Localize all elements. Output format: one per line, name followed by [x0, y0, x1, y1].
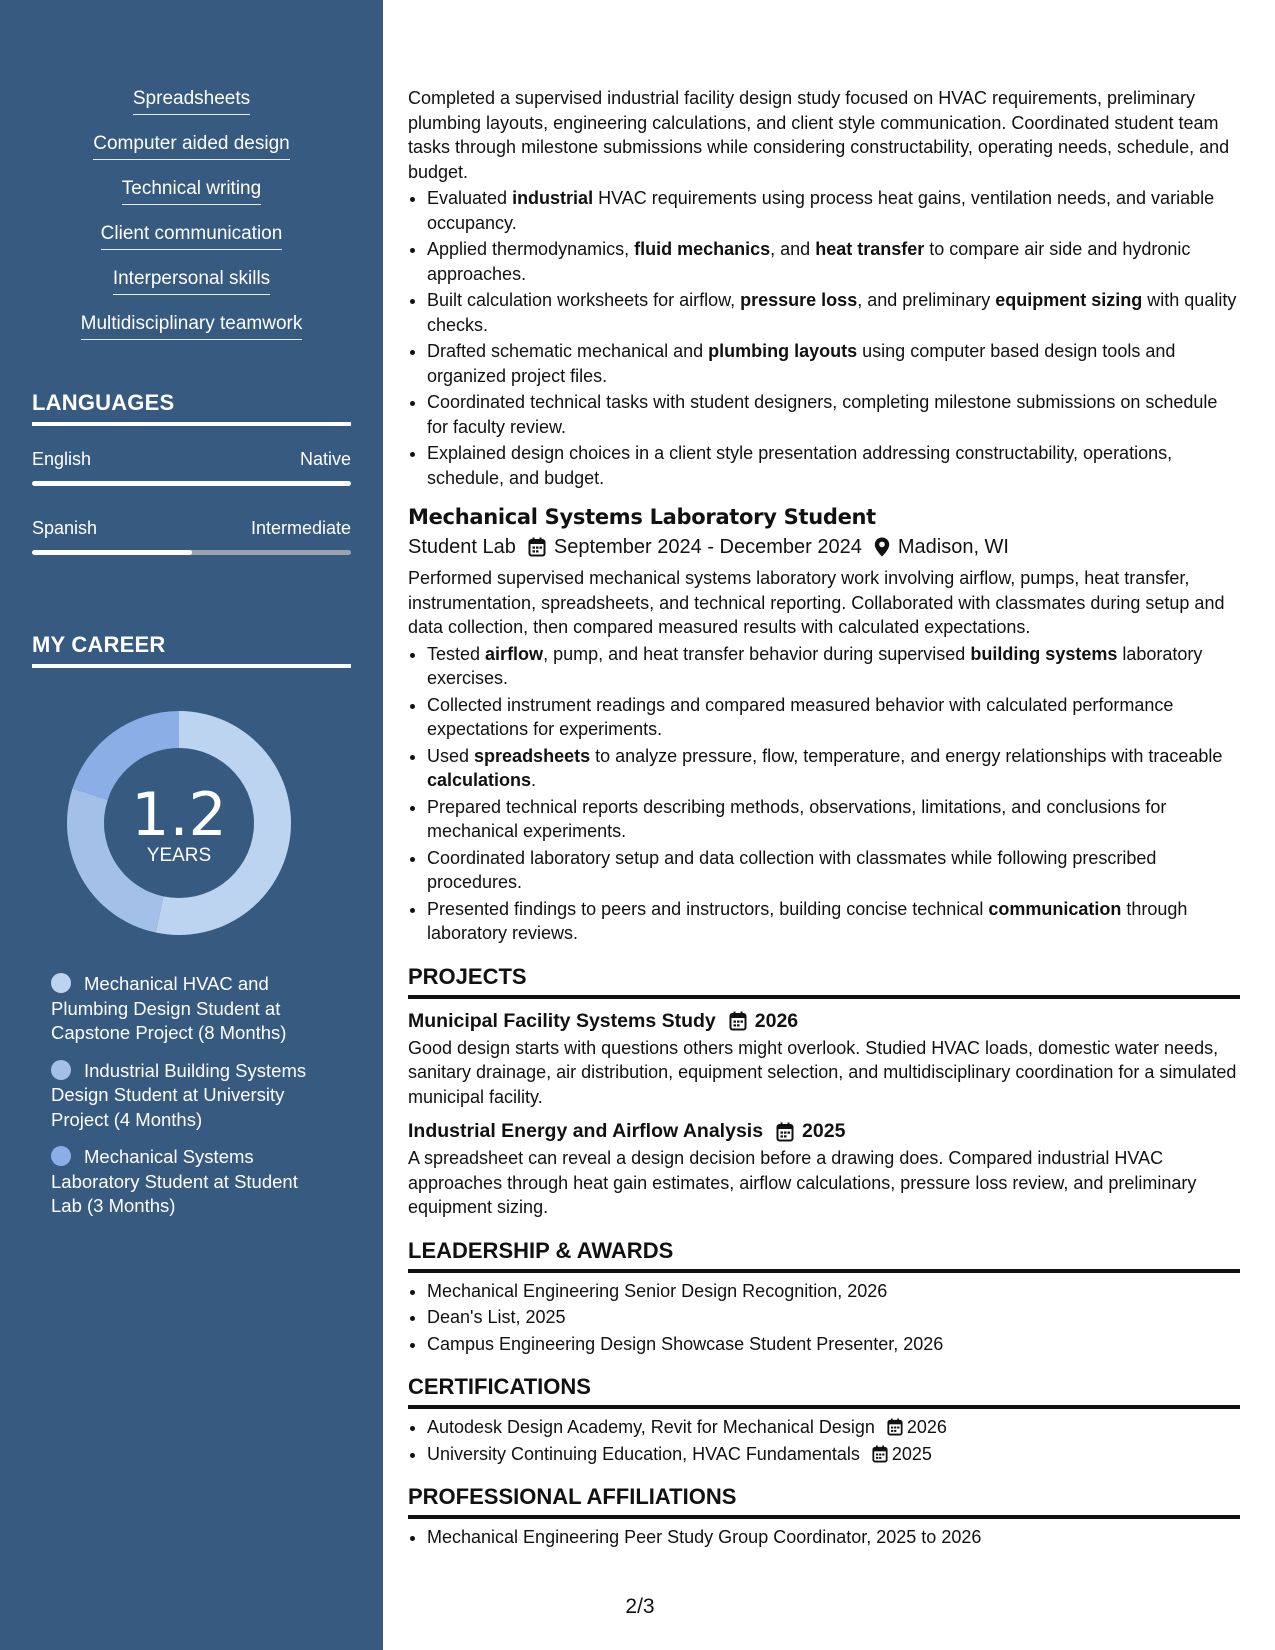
- page-number: 2/3: [625, 1595, 655, 1618]
- career-unit: YEARS: [146, 845, 212, 866]
- job-dates: September 2024 - December 2024: [553, 536, 862, 558]
- calendar-icon: [887, 1418, 903, 1436]
- affiliations-heading: PROFESSIONAL AFFILIATIONS: [408, 1483, 1240, 1519]
- project-title: Industrial Energy and Airflow Analysis: [408, 1120, 764, 1142]
- project-description: Good design starts with questions others might overlook. Studied HVAC loads, domestic water needs, sanitary drainage, air distribution, equipment selection, and multidisciplinary coordination for a simulated municipal facility.: [408, 1037, 1237, 1107]
- skills-list: [0, 86, 383, 356]
- career-legend-dot: [51, 1146, 71, 1166]
- project-item: [408, 1007, 1240, 1110]
- career-heading: MY CAREER: [32, 632, 351, 668]
- calendar-icon: [872, 1445, 888, 1463]
- leadership-item: • Campus Engineering Design Showcase Student Presenter, 2026: [427, 1332, 1240, 1357]
- skill-item: Technical writing: [0, 176, 383, 221]
- job-company: Student Lab: [408, 536, 516, 558]
- language-name: Spanish: [32, 518, 98, 538]
- bullet-item: • Collected instrument readings and compared measured behavior with calculated performance expectations for experiments.: [427, 693, 1240, 742]
- skill-item: Client communication: [0, 221, 383, 266]
- language-proficiency-bar: [32, 481, 351, 486]
- affiliation-item: • Mechanical Engineering Peer Study Group Coordinator, 2025 to 2026: [427, 1525, 1240, 1550]
- calendar-icon: [776, 1122, 794, 1142]
- bullet-item: • Applied thermodynamics, fluid mechanics, and heat transfer to compare air side and hydronic approaches.: [427, 237, 1240, 286]
- bullet-item: • Coordinated technical tasks with student designers, completing milestone submissions on schedule for faculty review.: [427, 390, 1240, 439]
- certifications-list: [427, 1415, 1240, 1466]
- affiliations-list: [427, 1525, 1240, 1550]
- language-item: [32, 449, 351, 486]
- certification-name: • Autodesk Design Academy, Revit for Mechanical Design: [427, 1417, 875, 1437]
- job-title: Mechanical Systems Laboratory Student: [408, 505, 876, 529]
- leadership-list: [427, 1279, 1240, 1357]
- career-item: Industrial Building Systems Design Student at University Project (4 Months): [51, 1059, 307, 1130]
- career-item: Mechanical HVAC and Plumbing Design Student at Capstone Project (8 Months): [51, 973, 287, 1043]
- job-summary: Performed supervised mechanical systems laboratory work involving airflow, pumps, heat transfer, instrumentation, spreadsheets, and technical reporting. Collaborated with classmates during setup and data collection, then compared measured results with calculated expectations.: [408, 568, 1225, 637]
- career-item: Mechanical Systems Laboratory Student at Student Lab (3 Months): [51, 1146, 298, 1216]
- certification-name: • University Continuing Education, HVAC Fundamentals: [427, 1443, 860, 1464]
- certification-item: [427, 1442, 1240, 1467]
- bullet-item: • Presented findings to peers and instructors, building concise technical communication through laboratory reviews.: [427, 897, 1240, 946]
- project-year: 2026: [754, 1009, 799, 1032]
- location-pin-icon: [874, 537, 890, 557]
- career-list: [51, 972, 331, 1232]
- language-item: [32, 518, 351, 555]
- job-location: Madison, WI: [897, 536, 1009, 558]
- job-bullets: [427, 642, 1240, 946]
- leadership-heading: LEADERSHIP & AWARDS: [408, 1237, 1240, 1273]
- certification-item: [427, 1415, 1240, 1440]
- sidebar: [0, 0, 383, 1650]
- leadership-item: • Dean's List, 2025: [427, 1305, 1240, 1330]
- bullet-item: • Explained design choices in a client style presentation addressing constructability, operations, schedule, and budget.: [427, 441, 1240, 490]
- certification-year: 2025: [891, 1443, 932, 1464]
- skill-item: Computer aided design: [0, 131, 383, 176]
- bullet-item: • Built calculation worksheets for airflow, pressure loss, and preliminary equipment sizing with quality checks.: [427, 288, 1240, 337]
- bullet-item: • Drafted schematic mechanical and plumbing layouts using computer based design tools and organized project files.: [427, 339, 1240, 388]
- language-proficiency-fill: [32, 481, 351, 486]
- career-total: 1.2: [131, 780, 227, 850]
- job-meta: [408, 532, 1240, 562]
- calendar-icon: [729, 1011, 747, 1031]
- language-proficiency-bar: [32, 550, 351, 555]
- skill-item: Multidisciplinary teamwork: [0, 311, 383, 356]
- main-content: [408, 86, 1240, 1552]
- language-proficiency-fill: [32, 550, 192, 555]
- calendar-icon: [528, 537, 546, 557]
- project-year: 2025: [802, 1120, 846, 1142]
- certifications-heading: CERTIFICATIONS: [408, 1373, 1240, 1409]
- career-legend-dot: [51, 1060, 71, 1080]
- languages-heading: LANGUAGES: [32, 390, 351, 426]
- language-name: English: [32, 449, 92, 469]
- bullet-item: • Evaluated industrial HVAC requirements using process heat gains, ventilation needs, and variable occupancy.: [427, 186, 1240, 235]
- project-item: [408, 1117, 1240, 1220]
- bullet-item: • Coordinated laboratory setup and data collection with classmates while following prescribed procedures.: [427, 846, 1240, 895]
- skill-item: Spreadsheets: [0, 86, 383, 131]
- project-title: Municipal Facility Systems Study: [408, 1009, 716, 1032]
- project-description: A spreadsheet can reveal a design decision before a drawing does. Compared industrial HVAC approaches through heat gain estimates, airflow calculations, pressure loss review, and preliminary equipment sizing.: [408, 1148, 1197, 1217]
- career-legend-dot: [51, 973, 71, 993]
- projects-heading: PROJECTS: [408, 963, 1240, 999]
- skill-item: Interpersonal skills: [0, 266, 383, 311]
- intro-paragraph: Completed a supervised industrial facility design study focused on HVAC requirements, preliminary plumbing layouts, engineering calculations, and client style communication. Coordinated student team tasks through milestone submissions while considering constructability, operating needs, schedule, and budget.: [408, 88, 1230, 182]
- certification-year: 2026: [906, 1417, 947, 1437]
- bullet-item: • Tested airflow, pump, and heat transfer behavior during supervised building systems laboratory exercises.: [427, 642, 1240, 691]
- intro-bullets: [427, 186, 1240, 490]
- bullet-item: • Prepared technical reports describing methods, observations, limitations, and conclusions for mechanical experiments.: [427, 795, 1240, 844]
- leadership-item: • Mechanical Engineering Senior Design Recognition, 2026: [427, 1279, 1240, 1304]
- language-level: Intermediate: [250, 518, 351, 538]
- language-level: Native: [299, 449, 351, 469]
- bullet-item: • Used spreadsheets to analyze pressure, flow, temperature, and energy relationships with traceable calculations.: [427, 744, 1240, 793]
